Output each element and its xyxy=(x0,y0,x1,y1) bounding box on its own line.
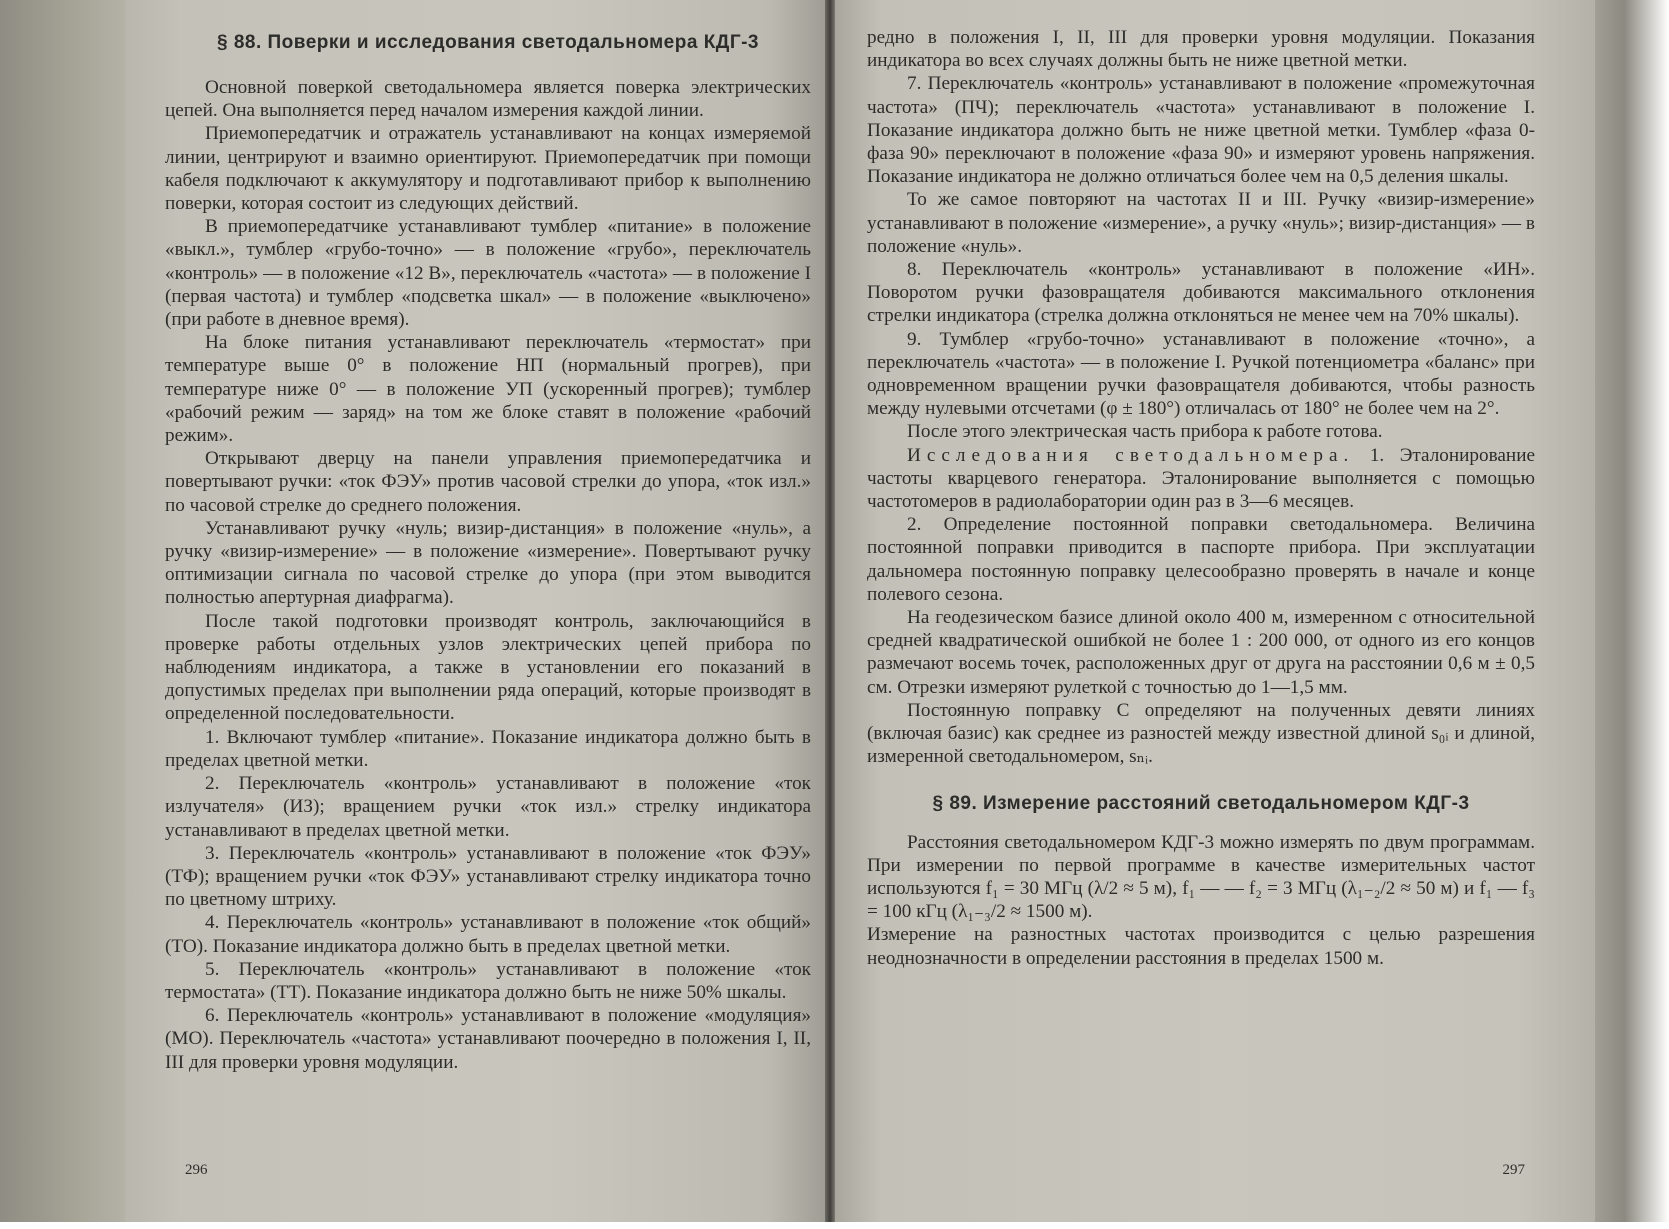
section-89-heading: § 89. Измерение расстояний светодальномером КДГ-3 xyxy=(932,792,1470,814)
research-text: 1. Эталонирование частоты кварцевого генератора. Эталонирование выполняется с помощью частотомеров в радиолаборатории один раз в 3—6 месяцев. xyxy=(867,444,1535,513)
research-paragraph xyxy=(867,444,1535,514)
left-paragraph: Основной поверкой светодальномера является поверка электрических цепей. Она выполняется перед началом измерения каждой линии. xyxy=(165,77,811,122)
left-page-edge xyxy=(0,0,125,1229)
right-paragraph: Расстояния светодальномером КДГ-3 можно измерять по двум программам. При измерении по первой программе в качестве измерительных частот используются f₁ = 30 МГц (λ/2 ≈ 5 м), f₁ — — f₂ = 3 МГц (λ₁₋₂/2 ≈ 50 м) и f₁ — f₃ = 100 кГц (λ₁₋₃/2 ≈ 1500 м). xyxy=(867,831,1535,923)
left-paragraph: 2. Переключатель «контроль» устанавливают в положение «ток излучателя» (ИЗ); вращением ручки «ток изл.» стрелку индикатора устанавливают в пределах цветной метки. xyxy=(165,773,811,841)
section-88-heading: § 88. Поверки и исследования светодальномера КДГ-3 xyxy=(216,32,760,53)
right-paragraph: То же самое повторяют на частотах II и III. Ручку «визир-измерение» устанавливают в положение «измерение», а ручку «нуль»; визир-дистанция» — в положение «нуль». xyxy=(867,189,1535,257)
right-paragraph: Постоянную поправку C определяют на полученных девяти линиях (включая базис) как среднее из разностей между известной длиной s₀ᵢ и длиной, измеренной светодальномером, sₙᵢ. xyxy=(867,699,1535,768)
left-paragraph: 1. Включают тумблер «питание». Показание индикатора должно быть в пределах цветной метки. xyxy=(165,726,811,771)
right-paragraph: 7. Переключатель «контроль» устанавливают в положение «промежуточная частота» (ПЧ); переключатель «частота» устанавливают в положение I. Показание индикатора должно быть не ниже цветной метки. Тумблер «фаза 0-фаза 90» переключают в положение «фаза 90» и измеряют уровень напряжения. Показание индикатора не должно отличаться более чем на 0,5 деления шкалы. xyxy=(867,73,1535,188)
right-paragraph: 2. Определение постоянной поправки светодальномера. Величина постоянной поправки приводится в паспорте прибора. При эксплуатации дальномера постоянную поправку целесообразно проверять в начале и конце полевого сезона. xyxy=(867,514,1535,605)
research-label: Исследования светодальномера. xyxy=(907,444,1355,466)
right-paragraph: Измерение на разностных частотах производится с целью разрешения неоднозначности в определении расстояния в пределах 1500 м. xyxy=(867,924,1535,969)
left-paragraph: 4. Переключатель «контроль» устанавливают в положение «ток общий» (ТО). Показание индикатора должно быть в пределах цветной метки. xyxy=(165,912,811,957)
right-paragraph: 9. Тумблер «грубо-точно» устанавливают в положение «точно», а переключатель «частота» — в положение I. Ручкой потенциометра «баланс» при одновременном вращении ручки фазовращателя добиваются, чтобы разность между нулевыми отсчетами (φ ± 180°) отличалась от 180° не более чем на 2°. xyxy=(867,328,1535,420)
left-paragraph: 3. Переключатель «контроль» устанавливают в положение «ток ФЭУ» (ТФ); вращением ручки «ток ФЭУ» устанавливают стрелку индикатора точно по цветному штриху. xyxy=(165,842,811,911)
left-paragraph: 6. Переключатель «контроль» устанавливают в положение «модуляция» (МО). Переключатель «частота» устанавливают поочередно в положения I, II, III для проверки уровня модуляции. xyxy=(165,1005,811,1073)
right-paragraph: После этого электрическая часть прибора к работе готова. xyxy=(907,421,1383,443)
right-paragraph: 8. Переключатель «контроль» устанавливают в положение «ИН». Поворотом ручки фазовращателя добиваются максимального отклонения стрелки индикатора (стрелка должна отклоняться не менее чем на 70% шкалы). xyxy=(867,259,1535,327)
right-page-edge xyxy=(1595,0,1669,1229)
page-number-right: 297 xyxy=(1502,1162,1525,1178)
left-paragraph: В приемопередатчике устанавливают тумблер «питание» в положение «выкл.», тумблер «грубо-точно» — в положение «грубо», переключатель «контроль» — в положение «12 В», переключатель «частота» — в положение I (первая частота) и тумблер «подсветка шкал» — в положение «выключено» (при работе в дневное время). xyxy=(165,216,811,331)
book-gutter xyxy=(825,0,835,1229)
left-paragraph: 5. Переключатель «контроль» устанавливают в положение «ток термостата» (ТТ). Показание индикатора должно быть не ниже 50% шкалы. xyxy=(165,958,811,1003)
left-paragraph: На блоке питания устанавливают переключатель «термостат» при температуре выше 0° в положение НП (нормальный прогрев), при температуре ниже 0° — в положение УП (ускоренный прогрев); тумблер «рабочий режим — заряд» на том же блоке ставят в положение «рабочий режим». xyxy=(165,332,811,447)
left-page xyxy=(125,0,825,1229)
bottom-background xyxy=(0,1222,1669,1229)
right-paragraph: На геодезическом базисе длиной около 400 м, измеренном с относительной средней квадратической ошибкой не более 1 : 200 000, от одного из его концов размечают восемь точек, расположенных друг от друга на расстоянии 0,6 м ± 0,5 см. Отрезки измеряют рулеткой с точностью до 1—1,5 мм. xyxy=(867,607,1535,698)
right-paragraph: редно в положения I, II, III для проверки уровня модуляции. Показания индикатора во всех случаях должны быть не ниже цветной метки. xyxy=(867,27,1535,72)
right-page xyxy=(835,0,1595,1229)
left-paragraph: Приемопередатчик и отражатель устанавливают на концах измеряемой линии, центрируют и взаимно ориентируют. Приемопередатчик при помощи кабеля подключают к аккумулятору и подготавливают прибор к выполнению поверки, которая состоит из следующих действий. xyxy=(165,123,811,215)
page-number-left: 296 xyxy=(185,1162,208,1178)
left-paragraph: После такой подготовки производят контроль, заключающийся в проверке работы отдельных узлов электрических цепей прибора по наблюдениям индикатора, а также в установлении его показаний в допустимых пределах при выполнении ряда операций, которые производят в определенной последовательности. xyxy=(165,610,811,725)
left-paragraph: Устанавливают ручку «нуль; визир-дистанция» в положение «нуль», а ручку «визир-измерение» — в положение «измерение». Повертывают ручку оптимизации сигнала по часовой стрелке до упора (при этом выводится полностью апертурная диафрагма). xyxy=(165,517,811,609)
left-paragraph: Открывают дверцу на панели управления приемопередатчика и повертывают ручки: «ток ФЭУ» против часовой стрелки до упора, «ток изл.» по часовой стрелке до среднего положения. xyxy=(165,448,811,516)
